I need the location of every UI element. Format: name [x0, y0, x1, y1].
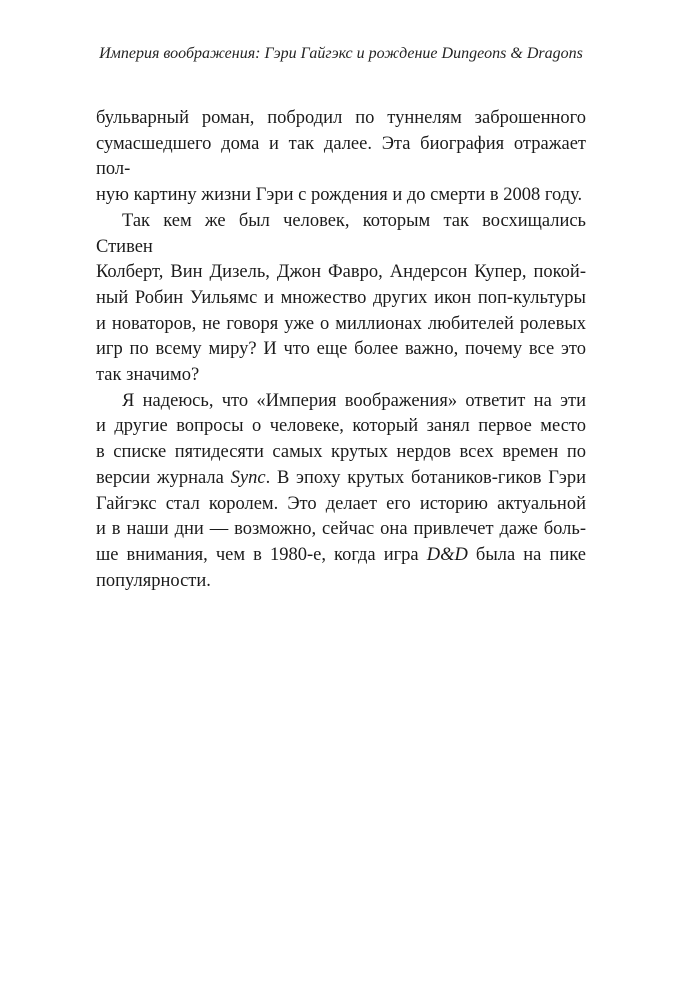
text-segment: в списке пятидесяти самых крутых нердов всех времен по [96, 442, 586, 463]
paragraph [96, 106, 586, 209]
text-line [96, 569, 586, 595]
text-line [96, 337, 586, 363]
text-segment: была на пике [467, 544, 586, 565]
text-line [96, 389, 586, 415]
text-line [96, 414, 586, 440]
text-segment: и другие вопросы о человеке, который занял первое место [96, 416, 586, 437]
text-line [96, 106, 586, 132]
text-segment: ше внимания, чем в 1980-е, когда игра [96, 544, 427, 565]
text-line [96, 440, 586, 466]
text-segment: Гайгэкс стал королем. Это делает его историю актуальной [96, 493, 586, 514]
text-line [96, 209, 586, 260]
paragraph [96, 389, 586, 595]
italic-text-segment: Sync [230, 467, 266, 488]
text-segment: . В эпоху крутых ботаников-гиков Гэри [265, 467, 586, 488]
text-line [96, 286, 586, 312]
text-segment: популярности. [96, 570, 211, 591]
text-line [96, 312, 586, 338]
text-line [96, 543, 586, 569]
text-segment: версии журнала [96, 467, 231, 488]
text-line [96, 132, 586, 183]
text-segment: игр по всему миру? И что еще более важно, почему все это [96, 339, 586, 360]
text-line [96, 183, 586, 209]
text-segment: ный Робин Уильямс и множество других икон поп-культуры [96, 287, 586, 308]
text-segment: так значимо? [96, 365, 200, 386]
italic-text-segment: D&D [426, 544, 468, 565]
body-text [96, 106, 586, 594]
text-line [96, 492, 586, 518]
text-line [96, 517, 586, 543]
text-line [96, 260, 586, 286]
text-segment: сумасшедшего дома и так далее. Эта биография отражает пол- [96, 133, 586, 180]
running-header: Империя воображения: Гэри Гайгэкс и рождение Dungeons & Dragons [99, 45, 583, 62]
text-segment: и новаторов, не говоря уже о миллионах любителей ролевых [96, 313, 586, 334]
text-segment: Колберт, Вин Дизель, Джон Фавро, Андерсон Купер, покой- [96, 262, 586, 283]
text-line [96, 466, 586, 492]
text-segment: ную картину жизни Гэри с рождения и до смерти в 2008 году. [96, 185, 583, 206]
text-segment: Так кем же был человек, которым так восхищались Стивен [96, 210, 586, 257]
text-segment: и в наши дни — возможно, сейчас она привлечет даже боль- [96, 519, 586, 540]
text-line [96, 363, 586, 389]
paragraph [96, 209, 586, 389]
text-segment: Я надеюсь, что «Империя воображения» ответит на эти [122, 390, 586, 411]
text-segment: бульварный роман, побродил по туннелям заброшенного [96, 108, 586, 128]
